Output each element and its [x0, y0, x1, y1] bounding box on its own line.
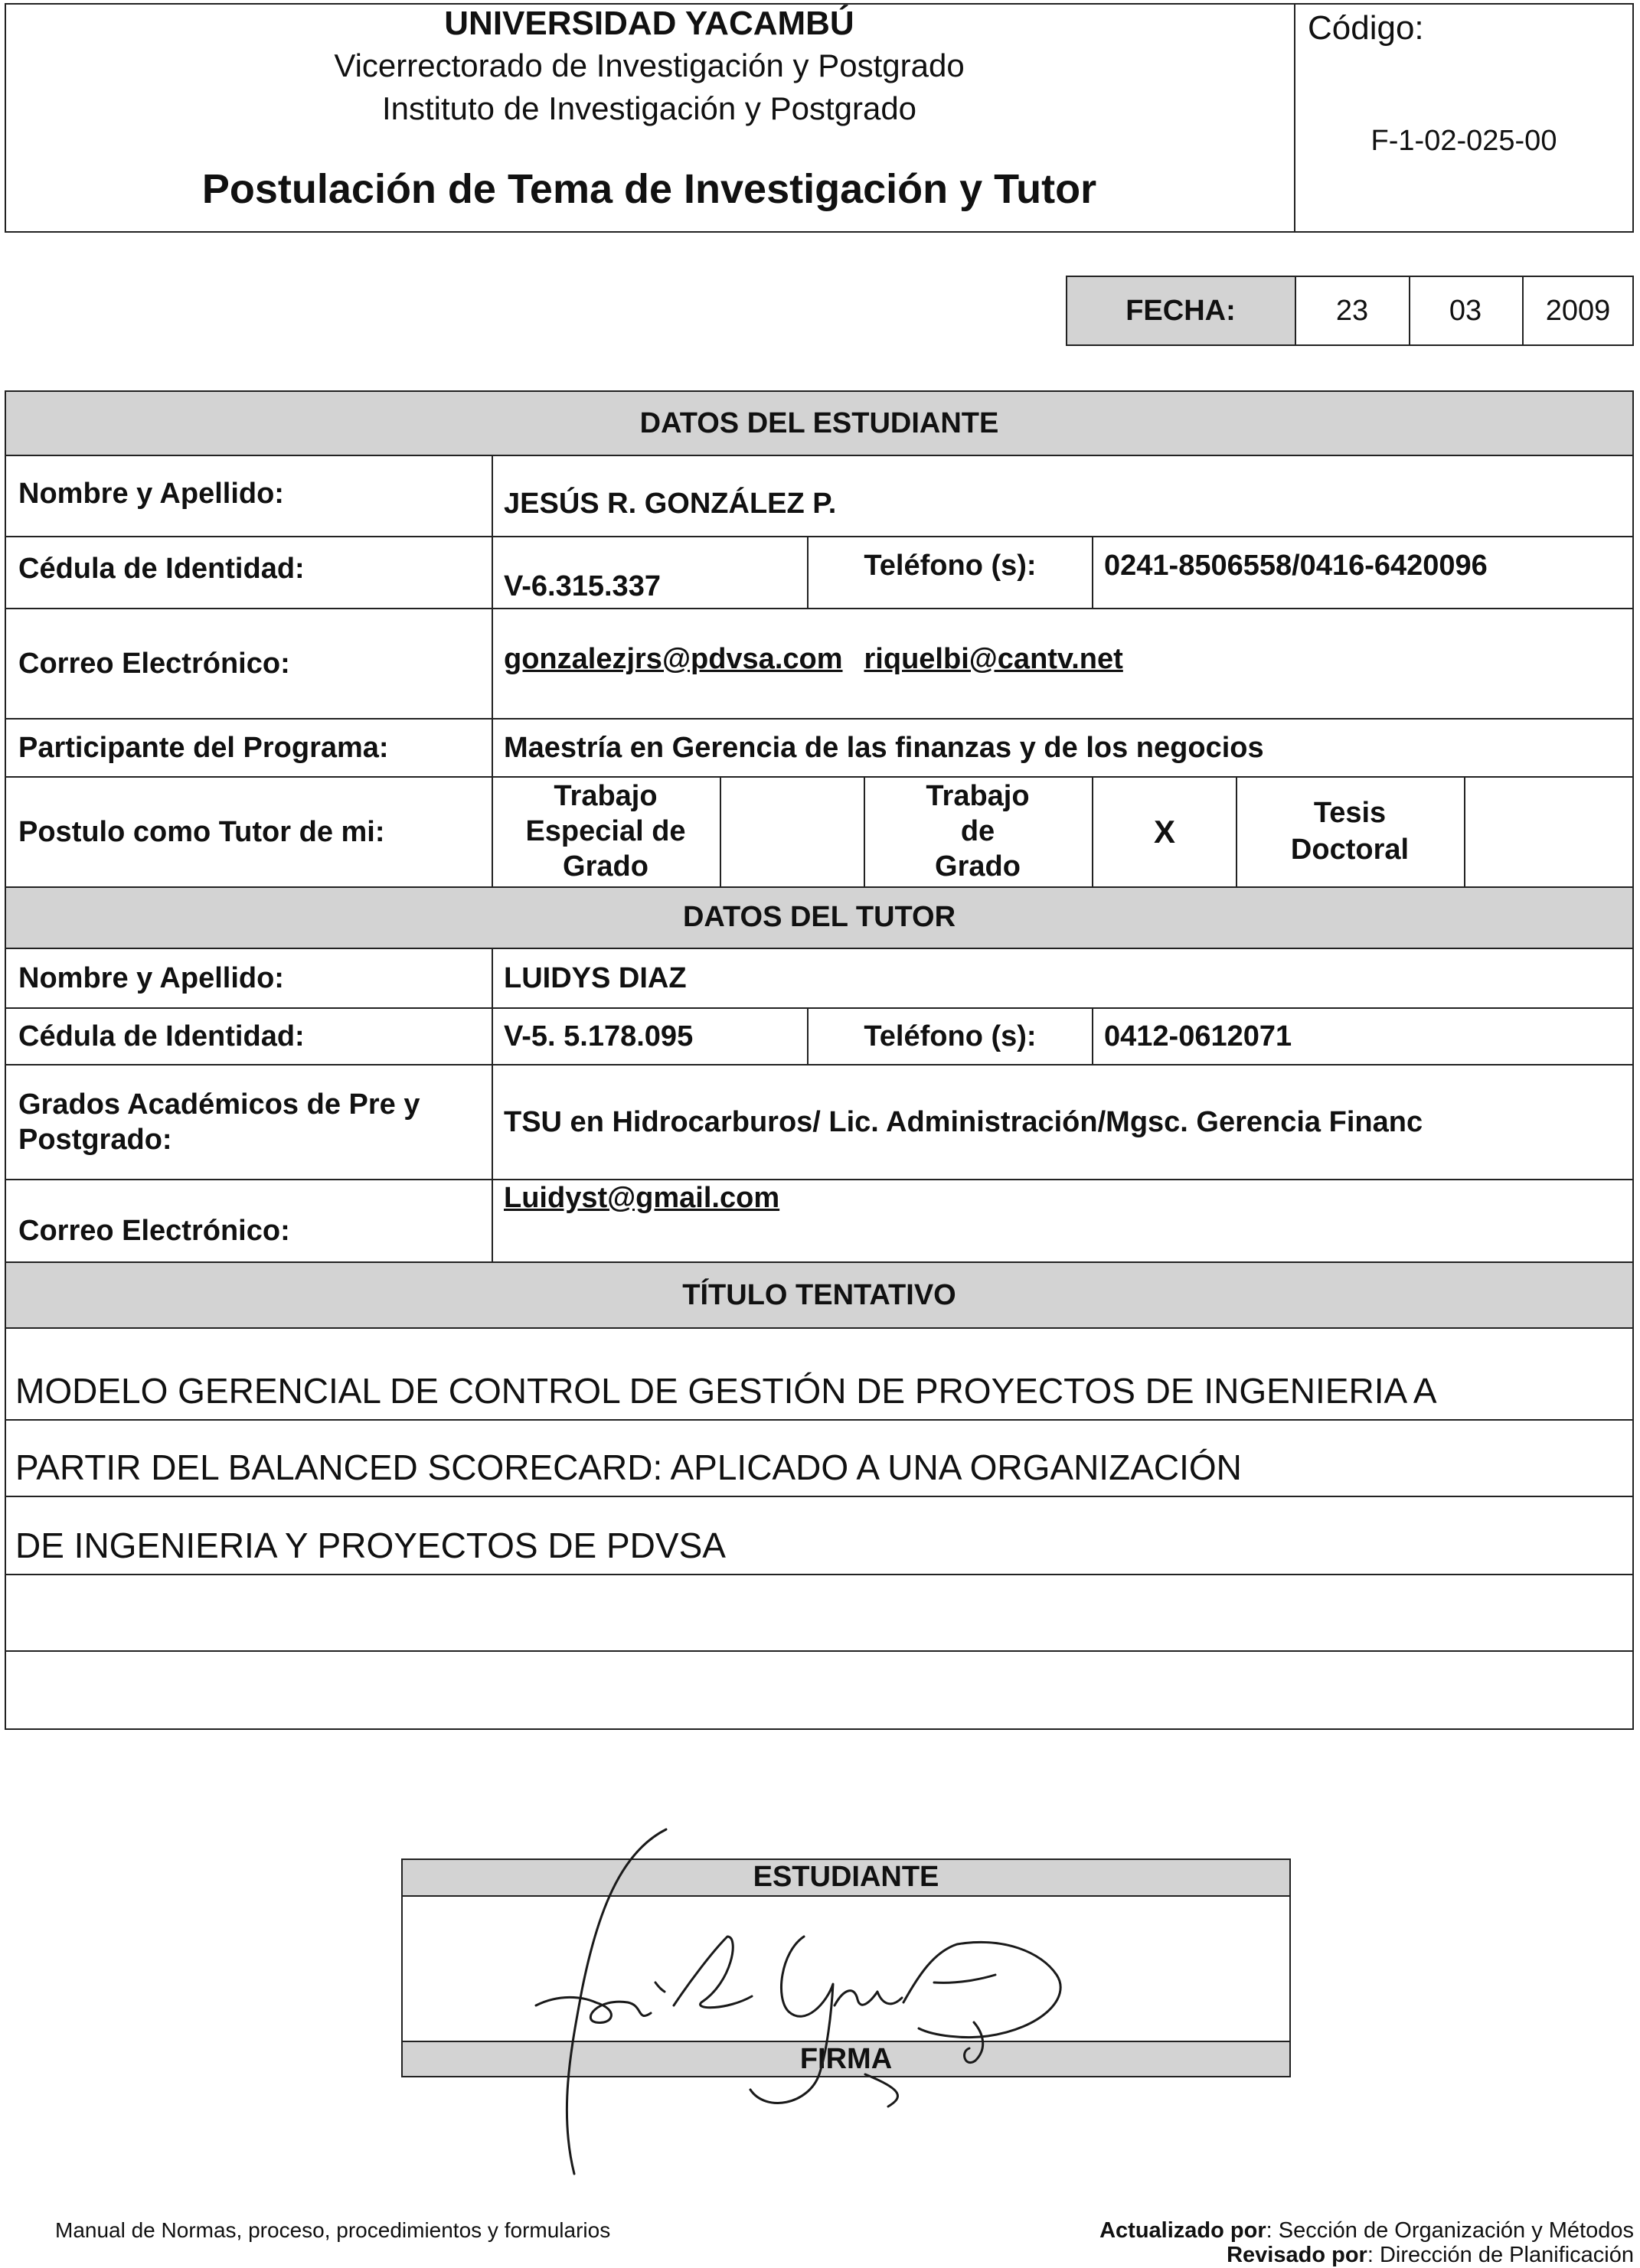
option-tg-line2: de [960, 815, 995, 847]
option-teg-checkbox[interactable] [721, 778, 864, 886]
titulo-line-3: DE INGENIERIA Y PROYECTOS DE PDVSA [15, 1526, 726, 1565]
footer-right-line1 [1099, 2217, 1634, 2244]
titulo-line-1: MODELO GERENCIAL DE CONTROL DE GESTIÓN DE PROYECTOS DE INGENIERIA A [15, 1371, 1437, 1411]
header-divider [1294, 3, 1295, 233]
tutor-nombre-label: Nombre y Apellido: [18, 961, 284, 994]
titulo-line-4[interactable] [5, 1575, 1634, 1650]
estudiante-section-title: DATOS DEL ESTUDIANTE [639, 406, 999, 439]
estudiante-signature-label: ESTUDIANTE [753, 1860, 939, 1893]
estudiante-cedula-value: V-6.315.337 [504, 570, 661, 602]
footer-left: Manual de Normas, proceso, procedimientos y formularios [55, 2218, 611, 2242]
footer-actualizado-label: Actualizado por [1099, 2218, 1266, 2243]
handwritten-signature [505, 1822, 1164, 2189]
university-name: UNIVERSIDAD YACAMBÚ [444, 5, 854, 42]
option-trabajo-de-grado [864, 776, 1092, 886]
programa-label: Participante del Programa: [18, 731, 389, 764]
estudiante-correo-2[interactable]: riquelbi@cantv.net [864, 642, 1123, 675]
codigo-value: F-1-02-025-00 [1370, 125, 1557, 157]
form-title: Postulación de Tema de Investigación y Tutor [201, 166, 1097, 212]
tutor-grados-label-line2: Postgrado: [18, 1124, 172, 1156]
vicerrectorado-line: Vicerrectorado de Investigación y Postgrado [334, 47, 965, 83]
titulo-line-5[interactable] [5, 1652, 1634, 1728]
option-teg-line3: Grado [563, 850, 648, 883]
firma-label: FIRMA [799, 2042, 893, 2075]
option-tg-line1: Trabajo [926, 780, 1030, 812]
footer-revisado-label: Revisado por [1227, 2243, 1367, 2267]
programa-value: Maestría en Gerencia de las finanzas y de los negocios [504, 731, 1264, 764]
estudiante-telefono-value: 0241-8506558/0416-6420096 [1104, 550, 1488, 582]
estudiante-telefono-label: Teléfono (s): [864, 550, 1037, 582]
tutor-cedula-label: Cédula de Identidad: [18, 1020, 305, 1052]
tutor-nombre-value: LUIDYS DIAZ [504, 961, 687, 994]
option-teg-line2: Especial de [525, 815, 686, 847]
tutor-cedula-value: V-5. 5.178.095 [504, 1020, 694, 1052]
option-trabajo-especial-grado [492, 776, 720, 886]
fecha-day: 23 [1335, 294, 1369, 327]
codigo-label: Código: [1308, 9, 1424, 47]
option-td-line1: Tesis [1313, 797, 1387, 829]
footer-right-line2 [1227, 2242, 1634, 2268]
fecha-year: 2009 [1545, 294, 1611, 327]
tutor-correo-link[interactable]: Luidyst@gmail.com [504, 1182, 780, 1214]
titulo-line-2: PARTIR DEL BALANCED SCORECARD: APLICADO A UNA ORGANIZACIÓN [15, 1447, 1242, 1487]
fecha-label: FECHA: [1125, 294, 1236, 327]
estudiante-cedula-label: Cédula de Identidad: [18, 553, 305, 585]
tutor-correo-label: Correo Electrónico: [18, 1215, 290, 1247]
tutor-correo-value [493, 1180, 1632, 1261]
instituto-line: Instituto de Investigación y Postgrado [381, 90, 917, 126]
footer-actualizado-value: : Sección de Organización y Métodos [1266, 2218, 1634, 2243]
tutor-section-title: DATOS DEL TUTOR [682, 900, 956, 933]
titulo-section-title: TÍTULO TENTATIVO [682, 1278, 956, 1311]
estudiante-nombre-value: JESÚS R. GONZÁLEZ P. [504, 487, 837, 520]
fecha-month: 03 [1449, 294, 1482, 327]
estudiante-correo-1[interactable]: gonzalezjrs@pdvsa.com [504, 642, 843, 675]
postulo-label: Postulo como Tutor de mi: [18, 815, 385, 848]
footer-revisado-value: : Dirección de Planificación [1367, 2243, 1634, 2267]
tutor-grados-label-line1: Grados Académicos de Pre y [18, 1088, 420, 1121]
tutor-grados-label [5, 1065, 492, 1179]
option-td-checkbox[interactable] [1465, 778, 1632, 886]
estudiante-correo-value [493, 609, 1632, 718]
option-tesis-doctoral [1236, 776, 1464, 886]
option-teg-line1: Trabajo [554, 780, 658, 812]
estudiante-correo-label: Correo Electrónico: [18, 647, 290, 680]
tutor-telefono-label: Teléfono (s): [864, 1020, 1037, 1052]
tutor-telefono-value: 0412-0612071 [1104, 1020, 1292, 1052]
estudiante-nombre-label: Nombre y Apellido: [18, 478, 284, 510]
option-tg-line3: Grado [935, 850, 1021, 883]
tutor-grados-value: TSU en Hidrocarburos/ Lic. Administración/Mgsc. Gerencia Financ [504, 1105, 1423, 1138]
option-tg-checkbox[interactable]: X [1153, 814, 1175, 850]
option-td-line2: Doctoral [1290, 834, 1410, 866]
